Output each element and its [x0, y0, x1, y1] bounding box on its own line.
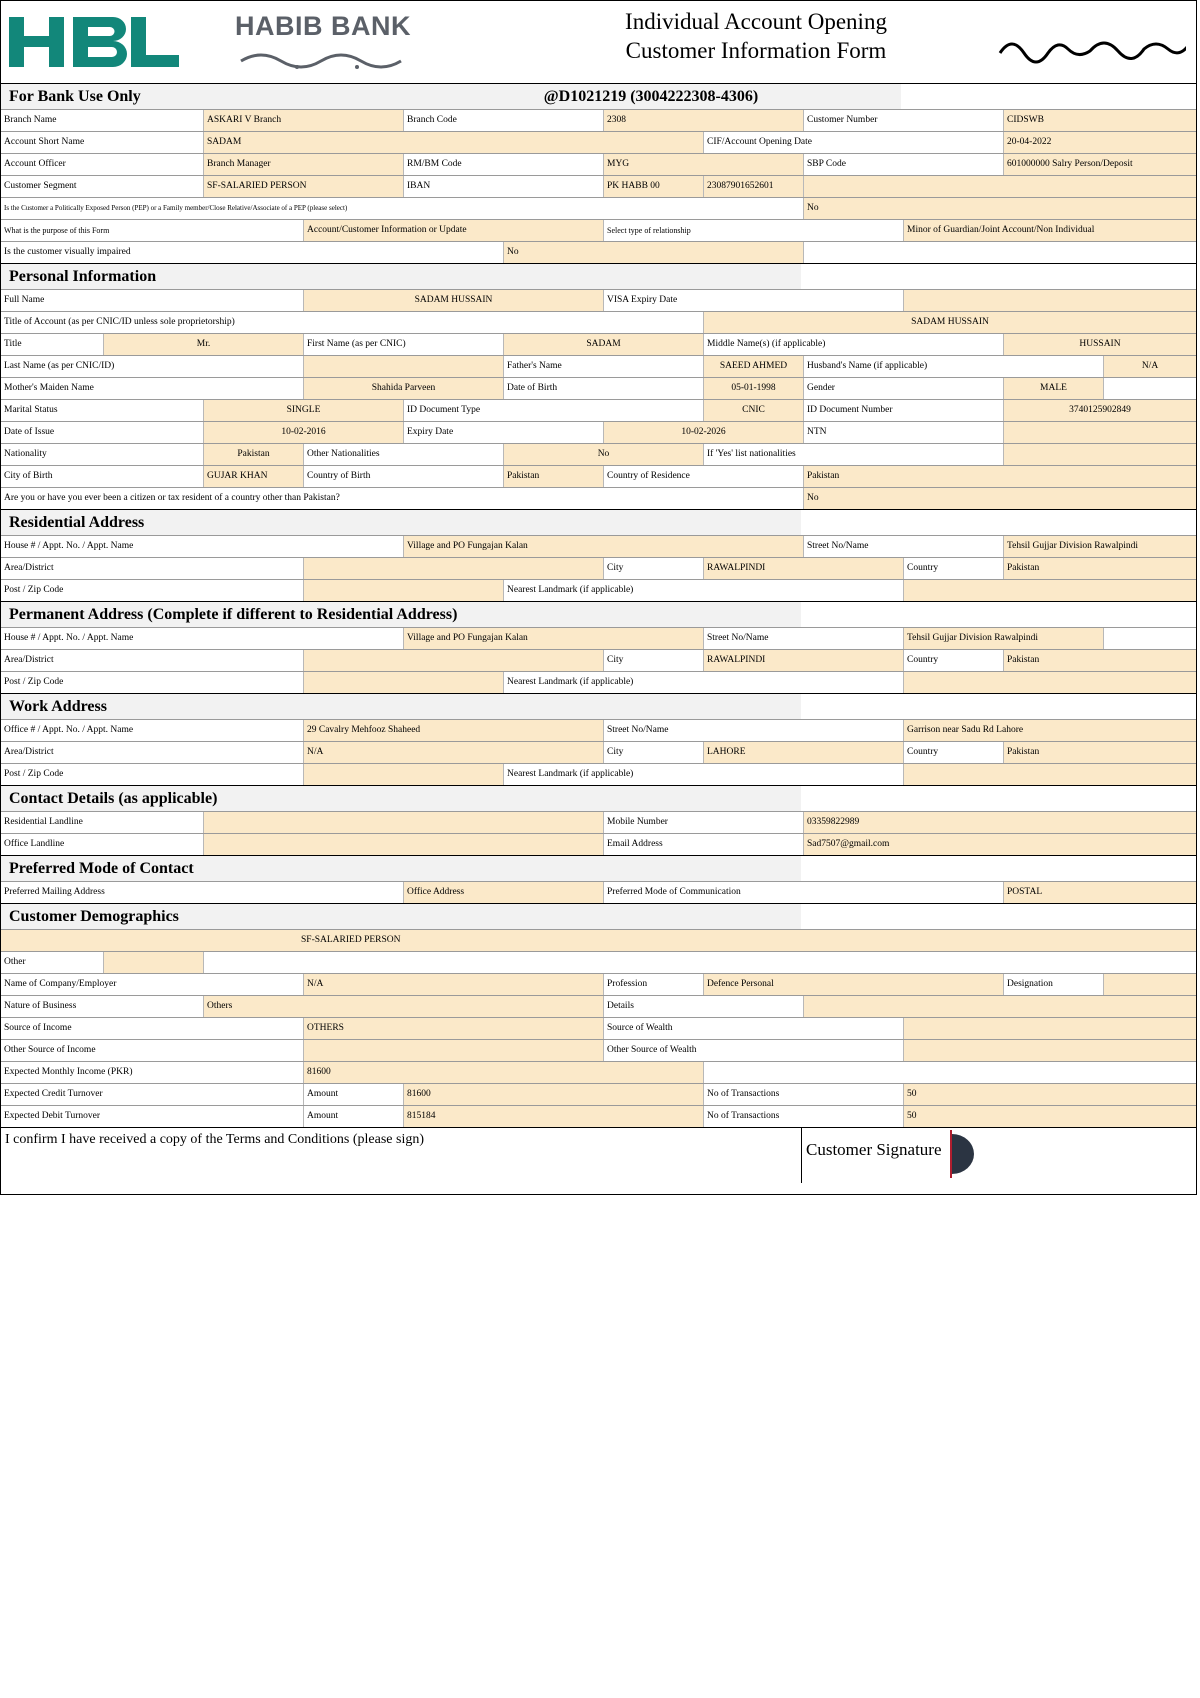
form-row	[1, 153, 1196, 175]
details-field[interactable]	[803, 996, 1196, 1017]
street-field[interactable]: Tehsil Gujjar Division Rawalpindi	[1003, 536, 1196, 557]
mobile-label: Mobile Number	[603, 812, 803, 833]
branch-code-label: Branch Code	[403, 110, 603, 131]
spacer	[803, 242, 1196, 263]
short-name-field[interactable]: SADAM	[203, 132, 703, 153]
opening-date-field[interactable]: 20-04-2022	[1003, 132, 1196, 153]
bank-name: HABIB BANK	[235, 11, 411, 41]
zip-label: Post / Zip Code	[1, 764, 303, 785]
area-field[interactable]: N/A	[303, 742, 603, 763]
country-field[interactable]: Pakistan	[1003, 558, 1196, 579]
section-title: Permanent Address (Complete if different to Residential Address)	[1, 602, 801, 627]
area-field[interactable]	[303, 650, 603, 671]
wealth-source-label: Source of Wealth	[603, 1018, 903, 1039]
preferred-contact-section-header	[1, 855, 1196, 881]
office-landline-label: Office Landline	[1, 834, 203, 855]
purpose-label: What is the purpose of this Form	[1, 220, 303, 241]
communication-mode-label: Preferred Mode of Communication	[603, 882, 1003, 903]
designation-field[interactable]	[1103, 974, 1196, 995]
form-row	[1, 557, 1196, 579]
country-label: Country	[903, 558, 1003, 579]
full-name-field[interactable]: SADAM HUSSAIN	[303, 290, 603, 311]
form-row	[1, 465, 1196, 487]
visa-expiry-label: VISA Expiry Date	[603, 290, 903, 311]
residential-landline-field[interactable]	[203, 812, 603, 833]
other-field[interactable]	[103, 952, 203, 973]
marital-status-field[interactable]: SINGLE	[203, 400, 403, 421]
house-label: House # / Appt. No. / Appt. Name	[1, 628, 403, 649]
nationality-field[interactable]: Pakistan	[203, 444, 303, 465]
house-field[interactable]: Village and PO Fungajan Kalan	[403, 628, 703, 649]
form-row	[1, 973, 1196, 995]
wealth-source-field[interactable]	[903, 1018, 1196, 1039]
id-type-label: ID Document Type	[403, 400, 703, 421]
husband-name-label: Husband's Name (if applicable)	[803, 356, 1103, 377]
city-of-birth-field[interactable]: GUJAR KHAN	[203, 466, 303, 487]
spacer	[703, 1062, 1196, 1083]
country-of-residence-field[interactable]: Pakistan	[803, 466, 1196, 487]
form-row	[1, 1017, 1196, 1039]
section-title: For Bank Use Only	[1, 84, 401, 109]
spacer	[203, 952, 1196, 973]
opening-date-label: CIF/Account Opening Date	[703, 132, 1003, 153]
country-of-birth-label: Country of Birth	[303, 466, 503, 487]
gender-label: Gender	[803, 378, 1003, 399]
zip-label: Post / Zip Code	[1, 580, 303, 601]
spacer	[801, 786, 1196, 811]
title-label: Title	[1, 334, 103, 355]
street-label: Street No/Name	[603, 720, 903, 741]
country-of-residence-label: Country of Residence	[603, 466, 803, 487]
other-wealth-label: Other Source of Wealth	[603, 1040, 903, 1061]
email-label: Email Address	[603, 834, 803, 855]
form-row	[1, 649, 1196, 671]
personal-section-header	[1, 263, 1196, 289]
street-label: Street No/Name	[803, 536, 1003, 557]
segment-label: Customer Segment	[1, 176, 203, 197]
form-row	[1, 443, 1196, 465]
form-row	[1, 333, 1196, 355]
zip-label: Post / Zip Code	[1, 672, 303, 693]
zip-field[interactable]	[303, 580, 503, 601]
mailing-address-field[interactable]: Office Address	[403, 882, 603, 903]
form-row	[1, 421, 1196, 443]
demographics-section-header	[1, 903, 1196, 929]
monthly-income-label: Expected Monthly Income (PKR)	[1, 1062, 303, 1083]
spacer	[801, 602, 1196, 627]
amount-label: Amount	[303, 1106, 403, 1127]
profession-label: Profession	[603, 974, 703, 995]
area-label: Area/District	[1, 742, 303, 763]
income-source-label: Source of Income	[1, 1018, 303, 1039]
monthly-income-field[interactable]: 81600	[303, 1062, 703, 1083]
spacer	[801, 856, 1196, 881]
business-field[interactable]: Others	[203, 996, 603, 1017]
branch-name-label: Branch Name	[1, 110, 203, 131]
city-field[interactable]: RAWALPINDI	[703, 650, 903, 671]
street-label: Street No/Name	[703, 628, 903, 649]
country-of-birth-field[interactable]: Pakistan	[503, 466, 603, 487]
form-row	[1, 131, 1196, 153]
form-row	[1, 241, 1196, 263]
form-row	[1, 377, 1196, 399]
house-field[interactable]: Village and PO Fungajan Kalan	[403, 536, 803, 557]
spacer	[801, 694, 1196, 719]
other-wealth-field[interactable]	[903, 1040, 1196, 1061]
form-header	[1, 1, 1196, 83]
form-title	[581, 7, 931, 65]
account-officer-field[interactable]: Branch Manager	[203, 154, 403, 175]
zip-field[interactable]	[303, 764, 503, 785]
country-label: Country	[903, 650, 1003, 671]
form-row	[1, 671, 1196, 693]
expiry-date-field[interactable]: 10-02-2026	[603, 422, 803, 443]
form-row	[1, 219, 1196, 241]
reference-number: @D1021219 (3004222308-4306)	[401, 84, 901, 109]
form-title-line2: Customer Information Form	[625, 38, 887, 63]
details-label: Details	[603, 996, 803, 1017]
sbp-code-label: SBP Code	[803, 154, 1003, 175]
hbl-logo	[9, 13, 181, 71]
last-name-field[interactable]	[303, 356, 503, 377]
account-title-label: Title of Account (as per CNIC/ID unless sole proprietorship)	[1, 312, 703, 333]
signature-mark-icon	[952, 1130, 980, 1178]
form-row	[1, 811, 1196, 833]
zip-field[interactable]	[303, 672, 503, 693]
designation-label: Designation	[1003, 974, 1103, 995]
ntn-field[interactable]	[1003, 422, 1196, 443]
other-label: Other	[1, 952, 103, 973]
section-title: Preferred Mode of Contact	[1, 856, 801, 881]
bank-use-section-header	[1, 83, 1196, 109]
relationship-label: Select type of relationship	[603, 220, 903, 241]
form-row	[1, 627, 1196, 649]
customer-number-label: Customer Number	[803, 110, 1003, 131]
spacer	[801, 904, 1196, 929]
ntn-label: NTN	[803, 422, 1003, 443]
form-row	[1, 109, 1196, 131]
debit-amount-field[interactable]: 815184	[403, 1106, 703, 1127]
account-title-field[interactable]: SADAM HUSSAIN	[703, 312, 1196, 333]
last-name-label: Last Name (as per CNIC/ID)	[1, 356, 303, 377]
profession-field[interactable]: Defence Personal	[703, 974, 1003, 995]
form-row	[1, 719, 1196, 741]
form-row	[1, 355, 1196, 377]
nationality-label: Nationality	[1, 444, 203, 465]
branch-name-field[interactable]: ASKARI V Branch	[203, 110, 403, 131]
form-row	[1, 929, 1196, 951]
signature-row	[1, 1127, 1196, 1183]
first-name-label: First Name (as per CNIC)	[303, 334, 503, 355]
short-name-label: Account Short Name	[1, 132, 203, 153]
expiry-date-label: Expiry Date	[403, 422, 603, 443]
transactions-label: No of Transactions	[703, 1084, 903, 1105]
form-row	[1, 197, 1196, 219]
iban-label: IBAN	[403, 176, 603, 197]
credit-transactions-field[interactable]: 50	[903, 1084, 1196, 1105]
form-row	[1, 535, 1196, 557]
country-field[interactable]: Pakistan	[1003, 650, 1196, 671]
urdu-bank-name-mark	[237, 47, 423, 69]
area-label: Area/District	[1, 650, 303, 671]
form-row	[1, 1061, 1196, 1083]
city-label: City	[603, 742, 703, 763]
account-officer-label: Account Officer	[1, 154, 203, 175]
issue-date-field[interactable]: 10-02-2016	[203, 422, 403, 443]
marital-status-label: Marital Status	[1, 400, 203, 421]
credit-amount-field[interactable]: 81600	[403, 1084, 703, 1105]
other-nationality-label: Other Nationalities	[303, 444, 503, 465]
gender-field[interactable]: MALE	[1003, 378, 1103, 399]
mother-name-label: Mother's Maiden Name	[1, 378, 303, 399]
form-row	[1, 833, 1196, 855]
signature-block	[801, 1128, 1196, 1183]
city-label: City	[603, 558, 703, 579]
form-row	[1, 175, 1196, 197]
nationality-list-label: If 'Yes' list nationalities	[703, 444, 1003, 465]
dob-label: Date of Birth	[503, 378, 703, 399]
signature-label: Customer Signature	[806, 1140, 942, 1159]
section-title: Contact Details (as applicable)	[1, 786, 801, 811]
landmark-field[interactable]	[903, 672, 1196, 693]
other-income-label: Other Source of Income	[1, 1040, 303, 1061]
terms-confirmation	[1, 1128, 801, 1183]
office-field[interactable]: 29 Cavalry Mehfooz Shaheed	[303, 720, 603, 741]
branch-code-field[interactable]: 2308	[603, 110, 803, 131]
landmark-label: Nearest Landmark (if applicable)	[503, 580, 903, 601]
signature-field[interactable]	[950, 1130, 980, 1178]
spacer	[1103, 378, 1196, 399]
other-nationality-field[interactable]: No	[503, 444, 703, 465]
section-title: Personal Information	[1, 264, 801, 289]
spacer	[801, 264, 1196, 289]
relationship-field[interactable]: Minor of Guardian/Joint Account/Non Individual	[903, 220, 1196, 241]
landmark-field[interactable]	[903, 580, 1196, 601]
husband-name-field[interactable]: N/A	[1103, 356, 1196, 377]
pep-field[interactable]: No	[803, 198, 1196, 219]
terms-confirmation-text: I confirm I have received a copy of the Terms and Conditions (please sign)	[5, 1132, 425, 1147]
rm-code-field[interactable]: MYG	[603, 154, 803, 175]
area-label: Area/District	[1, 558, 303, 579]
company-label: Name of Company/Employer	[1, 974, 303, 995]
permanent-section-header	[1, 601, 1196, 627]
mobile-field[interactable]: 03359822989	[803, 812, 1196, 833]
id-number-field[interactable]: 3740125902849	[1003, 400, 1196, 421]
form-title-line1: Individual Account Opening	[625, 9, 887, 34]
form-row	[1, 1105, 1196, 1127]
form-row	[1, 951, 1196, 973]
form-row	[1, 763, 1196, 785]
house-label: House # / Appt. No. / Appt. Name	[1, 536, 403, 557]
form-row	[1, 289, 1196, 311]
first-name-field[interactable]: SADAM	[503, 334, 703, 355]
issue-date-label: Date of Issue	[1, 422, 203, 443]
residential-section-header	[1, 509, 1196, 535]
spacer	[1103, 628, 1196, 649]
mailing-address-label: Preferred Mailing Address	[1, 882, 403, 903]
id-type-field[interactable]: CNIC	[703, 400, 803, 421]
work-section-header	[1, 693, 1196, 719]
form-row	[1, 311, 1196, 333]
middle-name-field[interactable]: HUSSAIN	[1003, 334, 1196, 355]
father-name-field[interactable]: SAEED AHMED	[703, 356, 803, 377]
debit-transactions-field[interactable]: 50	[903, 1106, 1196, 1127]
form-row	[1, 741, 1196, 763]
customer-number-field[interactable]: CIDSWB	[1003, 110, 1196, 131]
customer-category-field[interactable]: SF-SALARIED PERSON	[1, 930, 1196, 951]
section-title: Customer Demographics	[1, 904, 801, 929]
form-row	[1, 881, 1196, 903]
foreign-residency-field[interactable]: No	[803, 488, 1196, 509]
spacer	[801, 510, 1196, 535]
city-field[interactable]: RAWALPINDI	[703, 558, 903, 579]
urdu-title-mark	[996, 29, 1186, 65]
middle-name-label: Middle Name(s) (if applicable)	[703, 334, 1003, 355]
form-row	[1, 1039, 1196, 1061]
form-row	[1, 1083, 1196, 1105]
iban-prefix-field[interactable]: PK HABB 00	[603, 176, 703, 197]
iban-extra-field[interactable]	[803, 176, 1196, 197]
office-label: Office # / Appt. No. / Appt. Name	[1, 720, 303, 741]
city-label: City	[603, 650, 703, 671]
other-income-field[interactable]	[303, 1040, 603, 1061]
income-source-field[interactable]: OTHERS	[303, 1018, 603, 1039]
nationality-list-field[interactable]	[1003, 444, 1196, 465]
credit-turnover-label: Expected Credit Turnover	[1, 1084, 303, 1105]
area-field[interactable]	[303, 558, 603, 579]
mother-name-field[interactable]: Shahida Parveen	[303, 378, 503, 399]
residential-landline-label: Residential Landline	[1, 812, 203, 833]
form-row	[1, 399, 1196, 421]
impaired-field[interactable]: No	[503, 242, 803, 263]
form-row	[1, 579, 1196, 601]
debit-turnover-label: Expected Debit Turnover	[1, 1106, 303, 1127]
impaired-label: Is the customer visually impaired	[1, 242, 503, 263]
form-row	[1, 487, 1196, 509]
purpose-field[interactable]: Account/Customer Information or Update	[303, 220, 603, 241]
title-field[interactable]: Mr.	[103, 334, 303, 355]
business-label: Nature of Business	[1, 996, 203, 1017]
office-landline-field[interactable]	[203, 834, 603, 855]
communication-mode-field[interactable]: POSTAL	[1003, 882, 1196, 903]
amount-label: Amount	[303, 1084, 403, 1105]
form-row	[1, 995, 1196, 1017]
contact-section-header	[1, 785, 1196, 811]
rm-code-label: RM/BM Code	[403, 154, 603, 175]
transactions-label: No of Transactions	[703, 1106, 903, 1127]
landmark-label: Nearest Landmark (if applicable)	[503, 672, 903, 693]
iban-number-field[interactable]: 23087901652601	[703, 176, 803, 197]
father-name-label: Father's Name	[503, 356, 703, 377]
segment-field[interactable]: SF-SALARIED PERSON	[203, 176, 403, 197]
landmark-field[interactable]	[903, 764, 1196, 785]
city-of-birth-label: City of Birth	[1, 466, 203, 487]
country-field[interactable]: Pakistan	[1003, 742, 1196, 763]
street-field[interactable]: Tehsil Gujjar Division Rawalpindi	[903, 628, 1103, 649]
landmark-label: Nearest Landmark (if applicable)	[503, 764, 903, 785]
spacer	[901, 84, 1196, 109]
street-field[interactable]: Garrison near Sadu Rd Lahore	[903, 720, 1196, 741]
visa-expiry-field[interactable]	[903, 290, 1196, 311]
dob-field[interactable]: 05-01-1998	[703, 378, 803, 399]
sbp-code-field[interactable]: 601000000 Salry Person/Deposit	[1003, 154, 1196, 175]
full-name-label: Full Name	[1, 290, 303, 311]
city-field[interactable]: LAHORE	[703, 742, 903, 763]
email-field[interactable]: Sad7507@gmail.com	[803, 834, 1196, 855]
section-title: Residential Address	[1, 510, 801, 535]
foreign-residency-label: Are you or have you ever been a citizen or tax resident of a country other than Pakistan?	[1, 488, 803, 509]
pep-label: Is the Customer a Politically Exposed Person (PEP) or a Family member/Close Relative/Associate of a PEP (please select)	[1, 198, 803, 219]
company-field[interactable]: N/A	[303, 974, 603, 995]
id-number-label: ID Document Number	[803, 400, 1003, 421]
section-title: Work Address	[1, 694, 801, 719]
country-label: Country	[903, 742, 1003, 763]
